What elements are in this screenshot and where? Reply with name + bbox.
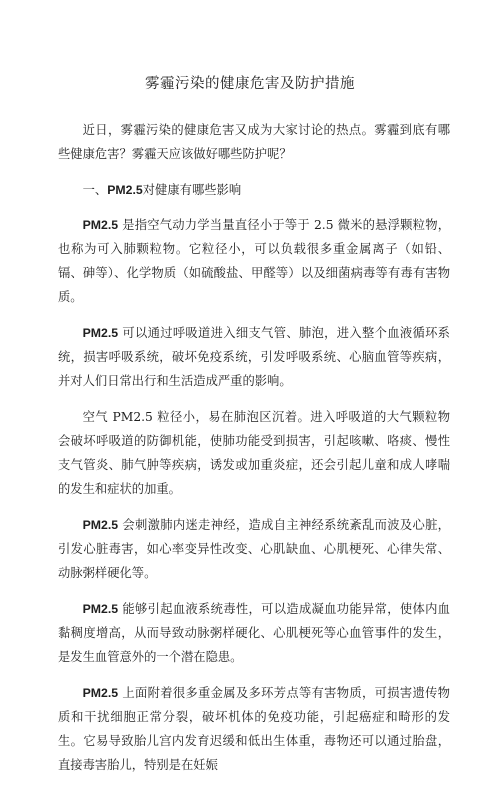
paragraph-text: 能够引起血液系统毒性，可以造成凝血功能异常，使体内血黏稠度增高，从而导致动脉粥样硬化、心肌梗死等心血管事件的发生，是发生血管意外的一个潜在隐患。 bbox=[58, 602, 450, 664]
section-heading bbox=[58, 178, 450, 202]
body-paragraph bbox=[58, 213, 450, 309]
section-heading-term: PM2.5 bbox=[107, 183, 143, 197]
section-heading-text: 对健康有哪些影响 bbox=[142, 183, 242, 197]
paragraph-lead: PM2.5 bbox=[82, 686, 119, 700]
body-paragraph bbox=[58, 597, 450, 669]
paragraph-lead: PM2.5 bbox=[82, 518, 119, 532]
body-paragraph bbox=[58, 513, 450, 585]
paragraph-text: 上面附着很多重金属及多环芳点等有害物质，可损害遗传物质和干扰细胞正常分裂，破坏机体的免疫功能，引起癌症和畸形的发生。它易导致胎儿宫内发育迟缓和低出生体重，毒物还可以通过胎盘，直接毒害胎儿，特别是在妊娠 bbox=[58, 686, 450, 772]
intro-paragraph: 近日，雾霾污染的健康危害又成为大家讨论的热点。雾霾到底有哪些健康危害？雾霾天应该做好哪些防护呢？ bbox=[58, 123, 450, 161]
section-heading-number: 一、 bbox=[82, 183, 108, 197]
paragraph-lead: PM2.5 bbox=[82, 326, 119, 340]
document-title: 雾霾污染的健康危害及防护措施 bbox=[145, 76, 355, 92]
body-paragraph bbox=[58, 681, 450, 777]
paragraph-lead: PM2.5 bbox=[82, 602, 119, 616]
body-paragraph bbox=[58, 321, 450, 393]
paragraph-text: 会刺激肺内迷走神经，造成自主神经系统紊乱而波及心脏，引发心脏毒害，如心率变异性改变、心肌缺血、心肌梗死、心律失常、动脉粥样硬化等。 bbox=[58, 518, 450, 580]
paragraph-text: 空气 PM2.5 粒径小，易在肺泡区沉着。进入呼吸道的大气颗粒物会破坏呼吸道的防御机能，使肺功能受到损害，引起咳嗽、咯痰、慢性支气管炎、肺气肿等疾病，诱发或加重炎症，还会引起儿童和成人哮喘的发生和症状的加重。 bbox=[58, 410, 450, 496]
body-paragraph bbox=[58, 405, 450, 501]
paragraph-text: 可以通过呼吸道进入细支气管、肺泡，进入整个血液循环系统，损害呼吸系统，破坏免疫系统，引发呼吸系统、心脑血管等疾病，并对人们日常出行和生活造成严重的影响。 bbox=[58, 326, 450, 388]
paragraph-lead: PM2.5 bbox=[82, 218, 119, 232]
paragraph-text: 是指空气动力学当量直径小于等于 2.5 微米的悬浮颗粒物，也称为可入肺颗粒物。它粒径小，可以负载很多重金属离子（如铅、镉、砷等）、化学物质（如硫酸盐、甲醛等）以及细菌病毒等有毒有害物质。 bbox=[58, 218, 450, 304]
document-body bbox=[58, 118, 450, 789]
